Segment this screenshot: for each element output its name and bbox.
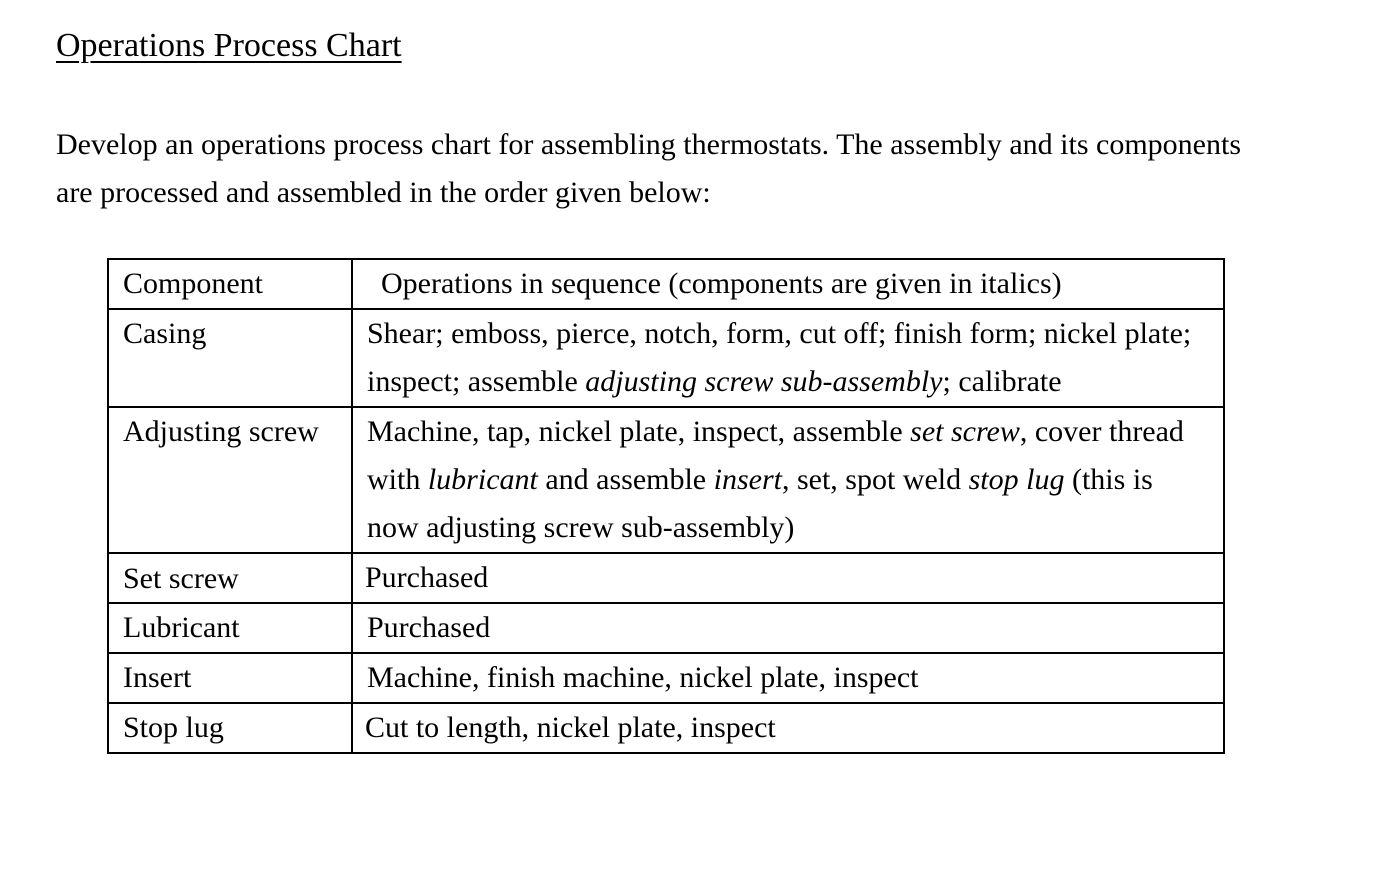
component-cell: Lubricant bbox=[108, 603, 352, 653]
ops-text: , set, spot weld bbox=[781, 463, 969, 496]
ops-text: and assemble bbox=[537, 463, 714, 496]
component-cell: Adjusting screw bbox=[108, 407, 352, 553]
operations-cell bbox=[352, 309, 1224, 407]
operations-table bbox=[107, 258, 1225, 754]
table-row bbox=[108, 703, 1224, 753]
intro-paragraph: Develop an operations process chart for assembling thermostats. The assembly and its components are processed and assembled in the order given below: bbox=[56, 128, 1241, 209]
operations-cell: Cut to length, nickel plate, inspect bbox=[352, 703, 1224, 753]
table-row bbox=[108, 553, 1224, 603]
component-cell bbox=[108, 553, 352, 603]
header-component: Component bbox=[108, 259, 352, 309]
operations-cell: Purchased bbox=[352, 603, 1224, 653]
ops-component-italic: insert bbox=[713, 463, 782, 496]
ops-component-italic: lubricant bbox=[427, 463, 538, 496]
header-operations: Operations in sequence (components are given in italics) bbox=[352, 259, 1224, 309]
ops-component-italic: stop lug bbox=[968, 463, 1065, 496]
ops-component-italic: set screw bbox=[910, 415, 1020, 448]
operations-cell: Machine, finish machine, nickel plate, inspect bbox=[352, 653, 1224, 703]
table-row bbox=[108, 603, 1224, 653]
component-cell: Insert bbox=[108, 653, 352, 703]
operations-cell bbox=[352, 407, 1224, 553]
table-row bbox=[108, 407, 1224, 553]
table-row bbox=[108, 309, 1224, 407]
ops-text: , cover thread with bbox=[367, 415, 1184, 496]
component-label: Set screw bbox=[123, 562, 239, 595]
table-row bbox=[108, 653, 1224, 703]
page-title: Operations Process Chart bbox=[56, 27, 402, 64]
ops-component-italic: adjusting screw sub-assembly bbox=[585, 365, 943, 398]
ops-text: Machine, tap, nickel plate, inspect, assemble bbox=[367, 415, 911, 448]
component-cell: Stop lug bbox=[108, 703, 352, 753]
operations-cell: Purchased bbox=[352, 553, 1224, 603]
table-header-row bbox=[108, 259, 1224, 309]
ops-text: Shear; emboss, pierce, notch, form, cut off; finish form; nickel plate; inspect; assemble bbox=[367, 317, 1192, 398]
ops-text: (this is now adjusting screw sub-assembly) bbox=[367, 463, 1153, 544]
component-cell: Casing bbox=[108, 309, 352, 407]
ops-text: ; calibrate bbox=[942, 365, 1062, 398]
